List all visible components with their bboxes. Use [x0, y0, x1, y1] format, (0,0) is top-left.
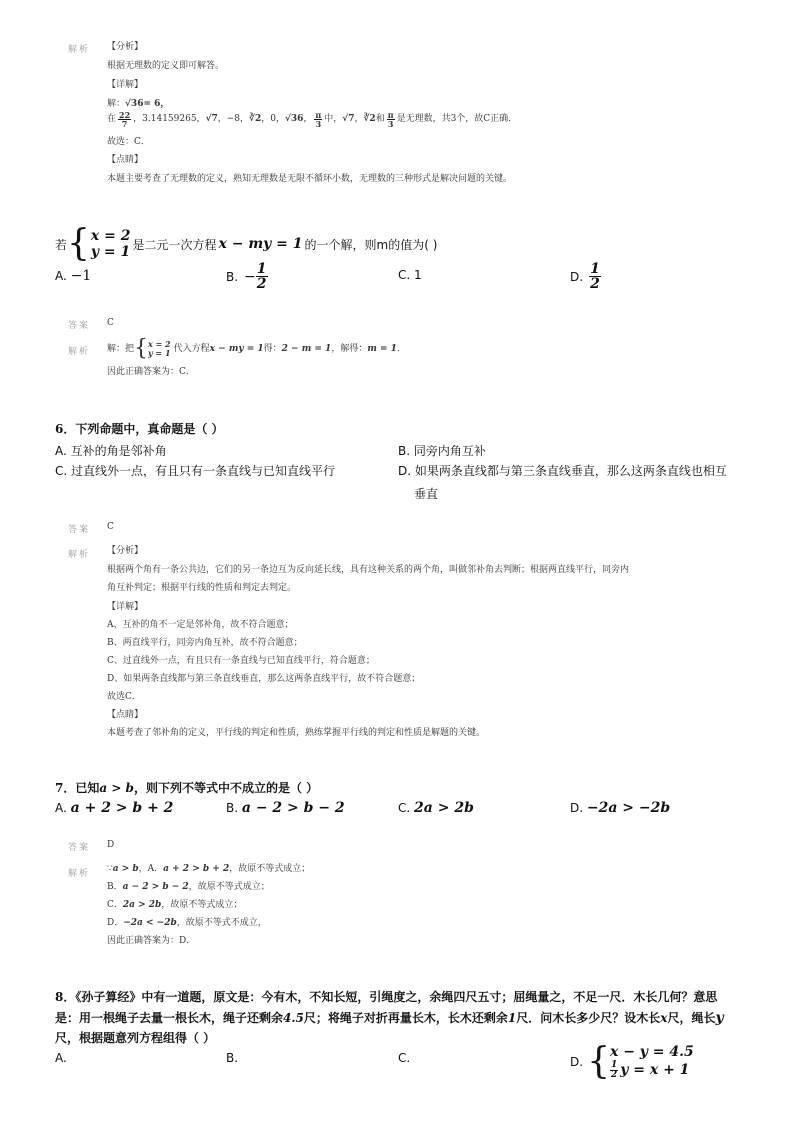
denominator: 7 [121, 118, 128, 129]
option-label: D. [570, 1055, 584, 1069]
q6-option-b[interactable]: B. 同旁内角互补 [398, 444, 486, 458]
sol-m: m = 1 [367, 344, 397, 354]
system-eqs [91, 228, 131, 260]
fraction-22-7 [118, 111, 131, 128]
var-y: y [715, 1010, 724, 1026]
number: 4.5 [283, 1011, 304, 1025]
numerator: 1 [610, 1059, 618, 1070]
sol-end: ． [396, 344, 406, 354]
analysis-label: 解析 [68, 550, 91, 560]
sol-de: 得： [263, 344, 282, 354]
because-symbol: ∵ [107, 864, 113, 874]
option-value: 1 [414, 268, 422, 282]
minus-sign: − [244, 268, 256, 285]
option-value: a − 2 > b − 2 [241, 800, 345, 816]
q7-line3 [107, 896, 242, 914]
eq-x: x = 2 [148, 338, 171, 349]
detail-line-b: B、两直线平行，同旁内角互补，故不符合题意； [107, 638, 303, 648]
xiangjie-heading: 【详解】 [107, 602, 144, 612]
line-text: 尺，绳长 [667, 1011, 716, 1025]
fraction-pi-3 [314, 111, 322, 128]
ineq-expr: a + 2 > b + 2 [163, 864, 230, 874]
sqrt36b-expr: √36 [284, 114, 304, 124]
line-text: 尺．问木长多少尺？设木长 [516, 1011, 661, 1025]
zero-text: ，0， [261, 114, 285, 124]
line-text: ，故原不等式成立； [161, 900, 243, 910]
q7-line2 [107, 878, 270, 896]
sol-eq: x − my = 1 [209, 344, 264, 354]
fenxi-text: 根据无理数的定义即可解答。 [107, 61, 225, 71]
ruo-text: 若 [55, 237, 68, 252]
q5-stem [55, 223, 438, 264]
fraction-pi-3b [387, 111, 395, 128]
q5-option-b[interactable] [226, 262, 268, 291]
sqrt7-expr: √7 [205, 114, 218, 124]
zhong-text: 中， [324, 114, 343, 124]
q8-option-d[interactable] [570, 1041, 694, 1082]
option-value: a + 2 > b + 2 [70, 800, 174, 816]
tail-text: 是无理数，共3个，故C正确． [396, 114, 518, 124]
stem-post: ，则下列不等式中不成立的是（ ） [133, 781, 319, 795]
detail-line-a: A、互补的角不一定是邻补角，故不符合题意； [107, 620, 294, 630]
q7-conclusion: 因此正确答案为：D． [107, 936, 196, 946]
option-value: 2a > 2b [414, 800, 474, 816]
eq-y: y = 1 [90, 244, 131, 260]
q7-line4 [107, 914, 267, 932]
var-x: x [660, 1011, 668, 1025]
numbers-text: ，3.14159265， [133, 114, 206, 124]
detail-line-c: C、过直线外一点，有且只有一条直线与已知直线平行，符合题意； [107, 656, 375, 666]
solution-line-list [107, 110, 517, 128]
brace-icon: { [587, 1041, 610, 1082]
zai-text: 在 [107, 114, 117, 124]
fraction-one-half [610, 1061, 618, 1080]
q5-option-a[interactable] [55, 268, 91, 284]
sol-2: 2 − m = 1 [281, 344, 332, 354]
q8-stem-line1: 8．《孙子算经》中有一道题，原文是：今有木，不知长短，引绳度之，余绳四尺五寸；屈绳量之，不足一尺．木长几何？意思 [55, 990, 718, 1004]
brace-icon: { [67, 223, 90, 264]
tail-text: 的一个解，则m的值为( ) [304, 237, 438, 252]
sqrt7b-expr: √7 [342, 114, 355, 124]
numerator: 1 [590, 261, 600, 277]
he-text: 和 [375, 114, 385, 124]
ineq-expr: a − 2 > b − 2 [122, 882, 189, 892]
q5-option-c[interactable] [398, 268, 422, 282]
dianjing-text: 本题主要考查了无理数的定义，熟知无理数是无限不循环小数，无理数的三种形式是解决问题的关键。 [107, 174, 513, 184]
option-value: −1 [70, 268, 92, 284]
q5-solution [107, 338, 406, 360]
system-eqs [610, 1044, 694, 1079]
brace-icon: { [134, 336, 149, 361]
q6-option-a[interactable]: A. 互补的角是邻补角 [55, 444, 167, 458]
ineq-expr: 2a > 2b [122, 900, 162, 910]
option-label: A. [55, 269, 67, 283]
denominator: 2 [256, 276, 267, 292]
fraction-one-half [256, 262, 268, 291]
cond-expr: a > b [112, 864, 139, 874]
q8-stem-line2 [55, 1009, 724, 1026]
q7-line1 [107, 860, 310, 878]
line-text: D． [107, 918, 124, 928]
q8-option-c[interactable]: C. [398, 1051, 411, 1065]
q7-option-c[interactable] [398, 800, 474, 816]
neg8-text: ，−8， [217, 114, 250, 124]
analysis-label: 解析 [68, 347, 91, 357]
dianjing-text: 本题考查了邻补角的定义，平行线的判定和性质，熟练掌握平行线的判定和性质是解题的关键。 [107, 728, 486, 738]
eq6-expr: = 6， [143, 99, 170, 109]
number: 1 [507, 1011, 517, 1025]
guxuan-text: 故选C． [107, 692, 141, 702]
ineq-expr: −2a < −2b [123, 918, 177, 928]
q8-option-b[interactable]: B. [226, 1051, 239, 1065]
numerator: 22 [119, 109, 131, 120]
comma2-text: ， [354, 114, 364, 124]
stem-pre: 7．已知 [55, 781, 100, 795]
answer-value: D [107, 840, 115, 850]
numerator: π [315, 109, 322, 120]
line-text: ，A． [138, 864, 164, 874]
line-text: ，故原不等式成立； [188, 882, 270, 892]
option-label: B. [226, 801, 239, 815]
line-text: B． [107, 882, 123, 892]
guxuan-text: 故选：C． [107, 137, 150, 147]
answer-value: C [107, 318, 114, 328]
numerator: 1 [256, 261, 267, 277]
analysis-label: 解析 [68, 45, 91, 55]
q5-option-d[interactable] [570, 262, 601, 291]
option-label: B. [226, 269, 239, 284]
eq-y: y = 1 [148, 348, 171, 358]
stem-cond: a > b [99, 781, 134, 795]
answer-label: 答案 [68, 525, 91, 535]
option-label: A. [55, 801, 67, 815]
answer-label: 答案 [68, 321, 91, 331]
q8-stem-line3: 尺，根据题意列方程组得（ ） [55, 1031, 216, 1045]
option-label: D. [570, 801, 584, 815]
option-value: −2a > −2b [586, 800, 671, 816]
line-text: 尺；将绳子对折再量长木，长木还剩余 [303, 1011, 508, 1025]
q6-option-d[interactable] [398, 462, 727, 502]
option-label: D. [570, 269, 584, 284]
line-text: C． [107, 900, 123, 910]
comma-text: ， [303, 114, 313, 124]
option-label: C. [398, 268, 411, 282]
equation: x − my = 1 [218, 236, 303, 252]
answer-value: C [107, 522, 114, 532]
q8-option-a[interactable]: A. [55, 1051, 67, 1065]
answer-label: 答案 [68, 843, 91, 853]
fenxi-heading: 【分析】 [107, 546, 144, 556]
system-eqs [148, 340, 171, 358]
q5-conclusion: 因此正确答案为：C． [107, 367, 195, 377]
line-text: ，故原不等式不成立， [176, 918, 267, 928]
detail-line-d: D、如果两条直线都与第三条直线垂直，那么这两条直线平行，故不符合题意； [107, 674, 421, 684]
q7-option-d[interactable] [570, 800, 670, 816]
denominator: 2 [590, 276, 600, 292]
fraction-one-half [589, 262, 601, 291]
q6-option-c[interactable]: C. 过直线外一点，有且只有一条直线与已知直线平行 [55, 464, 336, 478]
fenxi-heading: 【分析】 [107, 42, 144, 52]
q6-stem: 6．下列命题中，真命题是（ ） [55, 422, 224, 436]
q7-option-a[interactable] [55, 800, 173, 816]
jie-text: 解： [107, 99, 126, 109]
dianjing-heading: 【点睛】 [107, 710, 144, 720]
sol-jiede: ，解得： [331, 344, 368, 354]
denominator: 3 [315, 118, 322, 129]
eq-2 [610, 1061, 694, 1080]
option-d-line2: 垂直 [414, 487, 439, 501]
analysis-label: 解析 [68, 869, 91, 879]
fenxi-line2: 角互补判定；根据平行线的性质和判定去判定。 [107, 583, 297, 593]
numerator: π [387, 109, 394, 120]
denominator: 3 [387, 118, 394, 129]
mid-text: 是二元一次方程 [132, 237, 217, 252]
option-d-line1: D. 如果两条直线都与第三条直线垂直，那么这两条直线也相互 [398, 464, 727, 478]
sol-pre: 解：把 [107, 344, 135, 354]
eq-2-rest: y = x + 1 [620, 1062, 690, 1078]
eq-x: x = 2 [90, 227, 131, 244]
option-label: C. [398, 801, 411, 815]
dianjing-heading: 【点睛】 [107, 155, 144, 165]
sqrt36-expr: √36 [125, 99, 144, 109]
sol-mid: 代入方程 [173, 344, 210, 354]
cbrt2b-expr: ∛2 [363, 114, 376, 124]
line-text: 是：用一根绳子去量一根长木，绳子还剩余 [55, 1011, 284, 1025]
cbrt2-expr: ∛2 [249, 114, 262, 124]
xiangjie-heading: 【详解】 [107, 80, 144, 90]
line-text: ，故原不等式成立； [229, 864, 311, 874]
q7-stem [55, 779, 318, 796]
eq-1: x − y = 4.5 [609, 1044, 694, 1061]
fenxi-line1: 根据两个角有一条公共边，它们的另一条边互为反向延长线，具有这种关系的两个角，叫做邻补角去判断；根据两直线平行，同旁内 [107, 565, 630, 575]
denominator: 2 [610, 1069, 618, 1080]
q7-option-b[interactable] [226, 800, 345, 816]
